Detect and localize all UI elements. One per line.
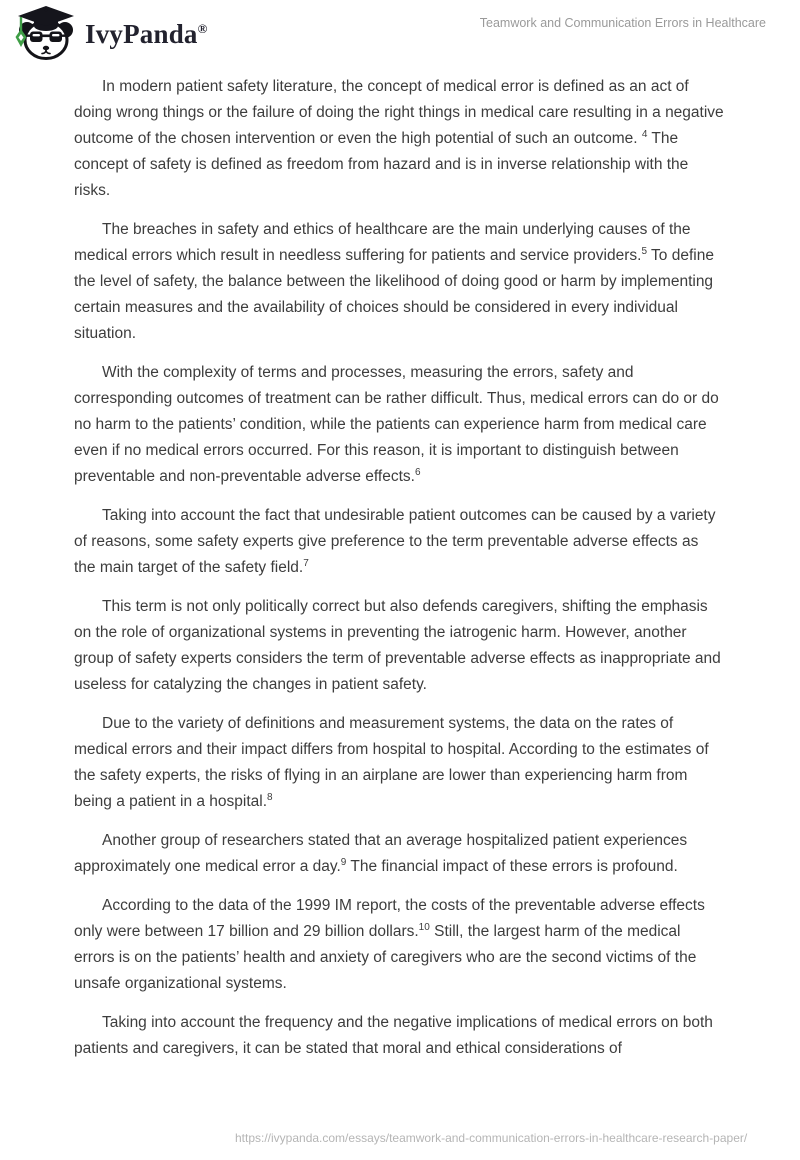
brand-name: IvyPanda® bbox=[85, 19, 208, 49]
ivypanda-logo bbox=[14, 6, 78, 62]
paragraph: In modern patient safety literature, the concept of medical error is defined as an act of doing wrong things or the failure of doing the right things in medical care resulting in a negative outcome of the chosen intervention or even the high potential of such an outcome. $^4$ The concept of safety is defined as freedom from hazard and is in inverse relationship with the risks. bbox=[74, 78, 724, 199]
paragraph: Another group of researchers stated that an average hospitalized patient experiences approximately one medical error a day.$^9$ The financial impact of these errors is profound. bbox=[74, 832, 688, 875]
footnote-reference: 8 bbox=[267, 791, 273, 803]
registered-trademark: ® bbox=[197, 21, 208, 36]
footnote-reference: 5 bbox=[641, 245, 648, 257]
footnote-reference: 4 bbox=[641, 128, 648, 140]
paragraph: Taking into account the fact that undesirable patient outcomes can be caused by a variety of reasons, some safety experts give preference to the term preventable adverse effects as the main target of the safety field.$^7$ bbox=[74, 507, 716, 576]
paragraph: According to the data of the 1999 IM report, the costs of the preventable adverse effects only were between 17 billion and 29 billion dollars.$^{10}$ Still, the largest harm of the medical errors is on the patients’ health and anxiety of caregivers who are the second victims of the unsafe organizational systems. bbox=[74, 897, 705, 992]
footnote-reference: 9 bbox=[340, 856, 347, 868]
document-title: Teamwork and Communication Errors in Healthcare bbox=[479, 16, 766, 30]
paragraph: This term is not only politically correct but also defends caregivers, shifting the emphasis on the role of organizational systems in preventing the iatrogenic harm. However, another group of safety experts considers the term of preventable adverse effects as inappropriate and useless for catalyzing the changes in patient safety. bbox=[74, 598, 721, 693]
panda-graduation-cap-icon bbox=[14, 6, 78, 62]
paragraph: Taking into account the frequency and the negative implications of medical errors on both patients and caregivers, it can be stated that moral and ethical considerations of bbox=[74, 1014, 713, 1057]
paragraph: With the complexity of terms and processes, measuring the errors, safety and corresponding outcomes of treatment can be rather difficult. Thus, medical errors can do or do no harm to the patients’ condition, while the patients can experience harm from medical care even if no medical errors occurred. For this reason, it is important to distinguish between preventable and non-preventable adverse effects.$^6$ bbox=[74, 364, 719, 485]
paragraph: The breaches in safety and ethics of healthcare are the main underlying causes of the medical errors which result in needless suffering for patients and service providers.$^5$ To define the level of safety, the balance between the likelihood of doing good or harm by implementing certain measures and the availability of choices should be considered in every individual situation. bbox=[74, 221, 714, 342]
source-url: https://ivypanda.com/essays/teamwork-and-communication-errors-in-healthcare-research-paper/ bbox=[235, 1131, 748, 1145]
essay-body bbox=[74, 74, 724, 1075]
page-header bbox=[14, 6, 766, 62]
footnote-reference: 10 bbox=[418, 921, 430, 933]
footnote-reference: 7 bbox=[303, 557, 309, 569]
footnote-reference: 6 bbox=[414, 466, 421, 478]
paragraph: Due to the variety of definitions and measurement systems, the data on the rates of medical errors and their impact differs from hospital to hospital. According to the estimates of the safety experts, the risks of flying in an airplane are lower than experiencing harm from being a patient in a hospital.$^8$ bbox=[74, 715, 709, 810]
